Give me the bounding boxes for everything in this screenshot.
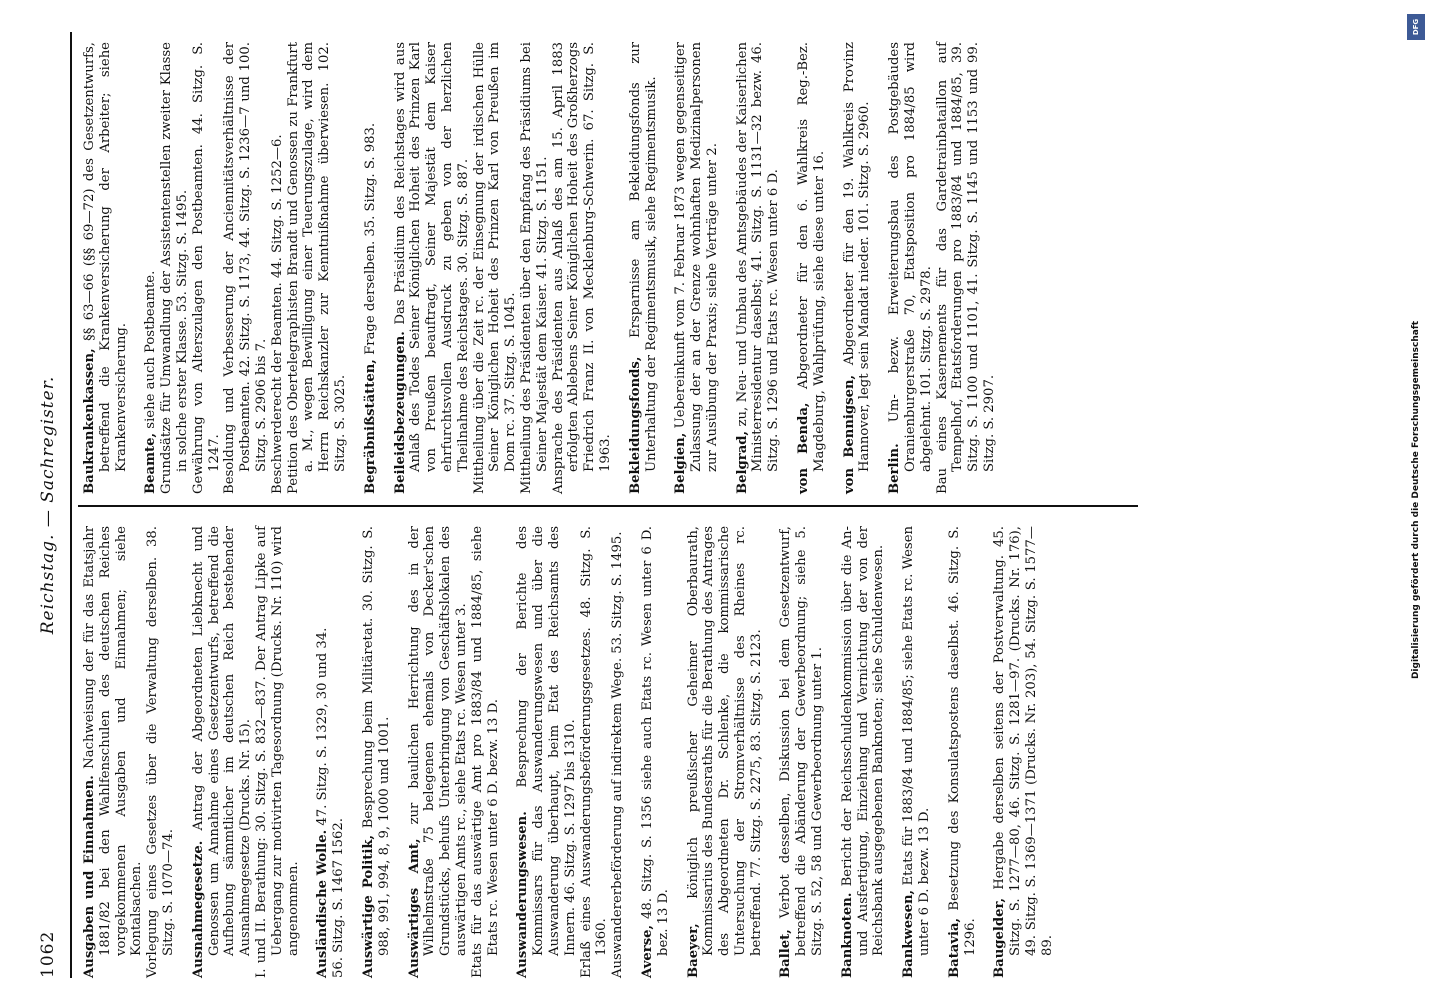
index-entry xyxy=(315,526,347,978)
entry-text: I. und II. Berathung: 30. Sitzg. S. 832—837. Der Antrag Lipke auf Uebergang zur motivirten Tagesordnung (Drucks. Nr. 110) wird angenommen. xyxy=(253,526,301,978)
index-entry xyxy=(673,42,720,494)
entry-text: Beschwerderecht der Beamten. 44. Sitzg. S. 1252—6. xyxy=(269,134,285,494)
index-entry xyxy=(407,526,502,978)
entry-text: Auswandererbeförderung auf indirektem Wege. 53. Sitzg. S. 1495. xyxy=(610,531,626,978)
entry-text: 56. Sitzg. S. 1467 1562. xyxy=(331,818,347,978)
index-term: Ausländische Wolle. xyxy=(315,829,331,978)
index-term: Ballet, xyxy=(778,929,794,978)
index-term: Auswärtige Politik, xyxy=(360,834,376,978)
index-term: Batavia, xyxy=(946,917,962,978)
digitization-credit xyxy=(1403,4,1429,996)
index-term: Beamte, xyxy=(143,432,159,494)
index-entry xyxy=(363,42,379,494)
entry-text: Uebereinkunft vom 7. Februar 1873 wegen gegenseitiger Zulassung der an der Grenze wohnhaften Medizinalpersonen zur Ausübung der Praxis; siehe Verträge unter 2. xyxy=(673,42,720,472)
entry-text: Gewährung von Alterszulagen den Postbeamten. 44. Sitzg. S. 1247. xyxy=(190,42,222,494)
index-entry xyxy=(628,42,660,494)
entry-text: Besprechung der Berichte des Kommissars für das Auswanderungswesen und über die Auswanderung überhaupt, beim Etat des Reichsamts des Innern. 46. Sitzg. S. 1297 bis 1310. xyxy=(515,526,578,956)
entry-text: Besoldung und Verbesserung der Anciennitätsverhältnisse der Postbeamten. 42. Sitzg. S. 1173, 44. Sitzg. S. 1236—7 und 100. Sitzg. S. 2906 bis 7. xyxy=(222,42,269,494)
index-term: Bekleidungsfonds, xyxy=(627,356,643,494)
index-entry xyxy=(82,526,177,978)
index-term: Belgrad, xyxy=(734,430,750,494)
index-term: von Benda, xyxy=(796,402,812,494)
index-term: von Bennigsen, xyxy=(841,374,857,494)
entry-text: siehe auch Postbeamte. xyxy=(143,270,159,429)
entry-text: Mittheilung des Präsidenten über den Empfang des Präsidiums bei Seiner Majestät dem Kaiser. 41. Sitzg. S. 1151. xyxy=(518,42,550,494)
index-term: Banknoten. xyxy=(839,892,855,978)
entry-text: Etats für 1883/84 und 1884/85; siehe Etats rc. Wesen unter 6 D. bezw. 13 D. xyxy=(901,526,933,956)
entry-text: Ansprache des Präsidenten aus Anlaß des am 15. April 1883 erfolgten Ablebens Seiner Königlichen Hoheit des Großherzogs Friedrich Franz II. von Mecklenburg-Schwerin. 67. Sitzg. S. 1963. xyxy=(550,42,613,494)
index-term: Auswärtiges Amt, xyxy=(406,838,422,978)
entry-text: Grundsätze für Umwandlung der Assistentenstellen zweiter Klasse in solche erster Klasse. 53. Sitzg. S. 1495. xyxy=(159,42,190,494)
entry-text: Abgeordneter für den 6. Wahlkreis Reg.-Bez. Magdeburg, Wahlprüfung, siehe diese unter 16. xyxy=(796,42,827,472)
entry-text: 47. Sitzg. S. 1329, 30 und 34. xyxy=(315,627,331,826)
index-term: Belgien, xyxy=(673,432,689,494)
dfg-logo-text: DFG xyxy=(1412,18,1420,36)
entry-text: Bau eines Kasernements für das Gardetrainbataillon auf Tempelhof, Etatsforderungen pro 1883/84 und 1884/85, 39. Sitzg. S. 1100 und 1101, 41. Sitzg. S. 1145 und 1153 und 99. Sitzg. S. 2907. xyxy=(934,42,998,494)
index-term: Ausgaben und Einnahmen. xyxy=(82,775,97,978)
index-entry xyxy=(947,526,979,978)
index-entry xyxy=(901,526,933,978)
entry-text: königlich preußischer Geheimer Oberbaurath, Kommissarius des Bundesraths für die Berathung des Antrages des Abgeordneten Dr. Schlenke, die kommissarische Untersuchung der Stromverhältnisse des Rheines rc. betreffend. 77. Sitzg. S. 2275, 83. Sitzg. S. 2123. xyxy=(685,526,764,956)
index-entry xyxy=(796,42,828,494)
left-index-column xyxy=(82,526,1070,978)
entry-text: Frage derselben. 35. Sitzg. S. 983. xyxy=(362,122,378,355)
index-entry xyxy=(992,526,1055,978)
index-term: Auswanderungswesen. xyxy=(515,811,531,978)
entry-text: 48. Sitzg. S. 1356 siehe auch Etats rc. Wesen unter 6 D. bez. 13 D. xyxy=(639,526,671,956)
column-divider xyxy=(78,505,1138,507)
entry-text: Antrag der Abgeordneten Liebknecht und Genossen um Annahme eines Gesetzentwurfs, betreffend die Aufhebung sämmtlicher im deutschen Reich bestehender Ausnahmegesetze (Drucks. Nr. 15). xyxy=(190,526,254,956)
entry-text: zur baulichen Herrichtung des in der Wilhelmstraße 75 belegenen ehemals von Decker'schen Grundstücks, behufs Unterbringung von Geschäftslokalen des auswärtigen Amts rc., siehe Etats rc. Wesen unter 3. xyxy=(406,526,469,956)
funding-note: Digitalisierung gefördert durch die Deutsche Forschungsgemeinschaft xyxy=(1411,320,1421,680)
entry-text: Petition des Obertelegraphisten Brandt und Genossen zu Frankfurt a. M., wegen Bewilligung einer Teuerungszulage, wird dem Herrn Reichskanzler zur Kenntnißnahme überwiesen. 102. Sitzg. S. 3025. xyxy=(285,42,348,494)
index-entry xyxy=(887,42,998,494)
entry-text: Erlaß eines Auswanderungsbeförderungsgesetzes. 48. Sitzg. S. 1360. xyxy=(578,526,610,978)
index-entry xyxy=(361,526,393,978)
entry-text: Nachweisung der für das Etatsjahr 1881/82 bei den Wahlfenschulen des deutschen Reiches vorgekommenen Ausgaben und Einnahmen; siehe Kontalsachen. xyxy=(82,526,145,956)
index-term: Ausnahmegesetze. xyxy=(190,840,206,978)
index-entry xyxy=(640,526,672,978)
index-entry xyxy=(735,42,782,494)
entry-text: Bericht der Reichsschuldenkommission über die An- und Ausfertigung, Einziehung und Vernichtung der von der Reichsbank ausgegebenen Banknoten; siehe Schuldenwesen. xyxy=(839,526,887,956)
index-term: Baugelder, xyxy=(992,897,1008,978)
index-entry xyxy=(840,526,887,978)
dfg-logo xyxy=(1407,14,1425,40)
entry-text: Abgeordneter für den 19. Wahlkreis Provinz Hannover, legt sein Mandat nieder. 101. Sitzg. S. 2960. xyxy=(841,42,873,472)
index-term: Averse, xyxy=(639,924,655,978)
index-entry xyxy=(515,526,626,978)
index-entry xyxy=(143,42,348,494)
index-term: Baeyer, xyxy=(685,923,701,978)
index-entry xyxy=(191,526,302,978)
index-entry xyxy=(393,42,614,494)
page-header xyxy=(18,32,72,978)
index-entry xyxy=(842,42,874,494)
entry-text: Ersparnisse am Bekleidungsfonds zur Unterhaltung der Regimentsmusik, siehe Regimentsmusik. xyxy=(627,42,659,472)
entry-text: Um- bezw. Erweiterungsbau des Postgebäudes Oranienburgerstraße 70, Etatsposition pro 1884/85 wird abgelehnt. 101. Sitzg. S. 2978. xyxy=(887,42,934,472)
index-term: Beileidsbezeugungen. xyxy=(392,331,408,494)
index-term: Berlin. xyxy=(887,443,903,494)
entry-text: Mittheilung über die Zeit rc. der Einsegnung der irdischen Hülle Seiner Königlichen Hoheit des Prinzen Karl von Preußen im Dom rc. 37. Sitzg. S. 1045. xyxy=(471,42,519,494)
index-entry xyxy=(686,526,765,978)
entry-text: zu, Neu- und Umbau des Amtsgebäudes der Kaiserlichen Ministerresidentur daselbst; 41. Sitzg. S. 1131—32 bezw. 46. Sitzg. S. 1296 und Etats rc. Wesen unter 6 D. xyxy=(734,42,782,472)
index-term: Bankwesen, xyxy=(901,889,917,978)
entry-text: Vorlegung eines Gesetzes über die Verwaltung derselben. 38. Sitzg. S. 1070—74. xyxy=(145,526,176,978)
index-term: Baukrankenkassen, xyxy=(82,348,97,494)
entry-text: Verbot desselben, Diskussion bei dem Gesetzentwurf, betreffend die Abänderung der Gewerbeordnung; siehe 5. Sitzg. S. 52, 58 und Gewerbeordnung unter 1. xyxy=(778,526,826,956)
right-index-column xyxy=(82,42,1012,494)
index-term: Begräbnißstätten, xyxy=(362,359,378,494)
entry-text: Hergabe derselben seitens der Postverwaltung. 45. Sitzg. S. 1277—80, 46. Sitzg. S. 1281—97. (Drucks. Nr. 176), 49. Sitzg. S. 1369—1371 (Drucks. Nr. 203), 54. Sitzg. S. 1577—89. xyxy=(992,526,1055,956)
page-number: 1062 xyxy=(38,930,58,978)
index-entry xyxy=(778,526,825,978)
index-entry xyxy=(82,42,129,494)
entry-text: Besprechung beim Militäretat. 30. Sitzg. S. 988, 991, 994, 8, 9, 1000 und 1001. xyxy=(360,526,392,956)
entry-text: Das Präsidium des Reichstages wird aus Anlaß des Todes Seiner Königlichen Hoheit des Prinzen Karl von Preußen beauftragt, Seiner Majestät dem Kaiser ehrfurchtsvollen Ausdruck zu geben von der herzlichen Theilnahme des Reichstages. 30. Sitzg. S. 887. xyxy=(392,42,471,472)
entry-text: Besetzung des Konsulatspostens daselbst. 46. Sitzg. S. 1296. xyxy=(946,526,978,956)
entry-text: Etats für das auswärtige Amt pro 1883/84 und 1884/85, siehe Etats rc. Wesen unter 6 D. bezw. 13 D. xyxy=(469,526,501,978)
entry-text: §§ 63—66 (§§ 69—72) des Gesetzentwurfs, betreffend die Krankenversicherung der Arbeiter; siehe Krankenversicherung. xyxy=(82,42,129,472)
running-title: Reichstag. — Sachregister. xyxy=(38,375,58,635)
